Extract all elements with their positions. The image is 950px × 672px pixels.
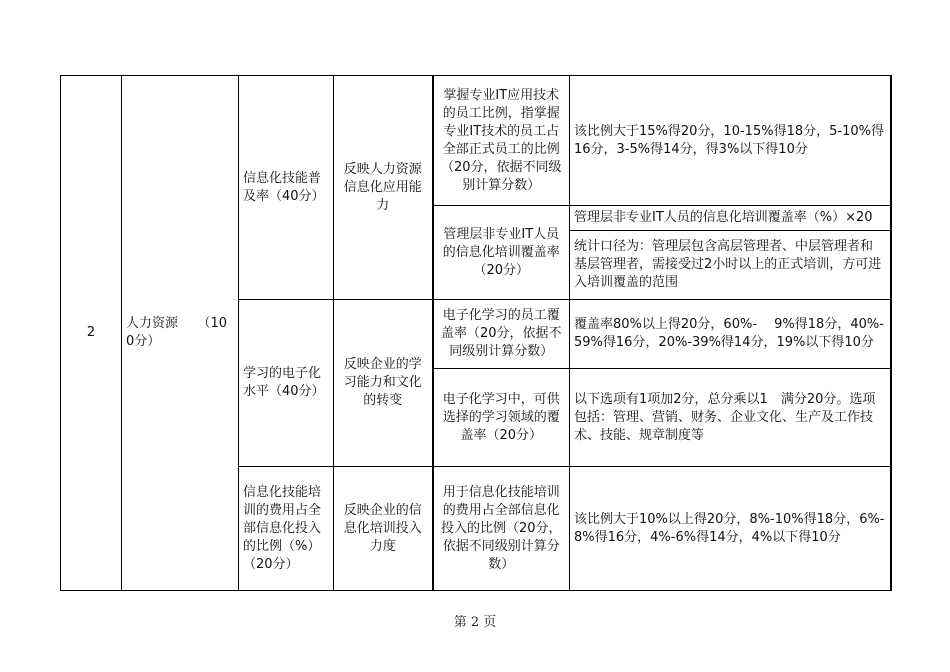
group-name: 信息化技能普及率（40分） bbox=[239, 76, 334, 300]
indicator-cell: 管理层非专业IT人员的信息化培训覆盖率（20分） bbox=[433, 206, 570, 300]
indicator-cell: 掌握专业IT应用技术的员工比例，指掌握专业IT技术的员工占全部正式员工的比例（20分，依据不同级别计算分数） bbox=[433, 76, 570, 206]
group-name: 学习的电子化水平（40分） bbox=[239, 300, 334, 467]
table-row bbox=[61, 76, 891, 206]
indicator-cell: 电子化学习中，可供选择的学习领域的覆盖率（20分） bbox=[433, 369, 570, 467]
indicator-cell: 电子化学习的员工覆盖率（20分，依据不同级别计算分数） bbox=[433, 300, 570, 369]
group-purpose: 反映人力资源信息化应用能力 bbox=[334, 76, 433, 300]
page-number: 第 2 页 bbox=[453, 615, 497, 630]
section-number: 2 bbox=[61, 76, 122, 591]
evaluation-table bbox=[60, 75, 892, 591]
indicator-cell: 用于信息化技能培训的费用占全部信息化投入的比例（20分，依据不同级别计算分数） bbox=[433, 467, 570, 591]
note-cell: 统计口径为：管理层包含高层管理者、中层管理者和基层管理者，需接受过2小时以上的正式培训，方可进入培训覆盖的范围 bbox=[570, 231, 891, 300]
rule-cell: 覆盖率80%以上得20分，60%- 9%得18分，40%-59%得16分，20%-39%得14分，19%以下得10分 bbox=[570, 300, 891, 369]
section-category: 人力资源 （100分） bbox=[122, 76, 239, 591]
group-name: 信息化技能培训的费用占全部信息化投入的比例（%）（20分） bbox=[239, 467, 334, 591]
rule-cell: 该比例大于15%得20分，10-15%得18分，5-10%得16分，3-5%得14分，得3%以下得10分 bbox=[570, 76, 891, 206]
rule-cell: 以下选项有1项加2分，总分乘以1 满分20分。选项包括：管理、营销、财务、企业文化、生产及工作技术、技能、规章制度等 bbox=[570, 369, 891, 467]
rule-cell: 该比例大于10%以上得20分，8%-10%得18分，6%-8%得16分，4%-6%得14分，4%以下得10分 bbox=[570, 467, 891, 591]
group-purpose: 反映企业的信息化培训投入力度 bbox=[334, 467, 433, 591]
rule-cell: 管理层非专业IT人员的信息化培训覆盖率（%）×20 bbox=[570, 206, 891, 231]
group-purpose: 反映企业的学习能力和文化的转变 bbox=[334, 300, 433, 467]
